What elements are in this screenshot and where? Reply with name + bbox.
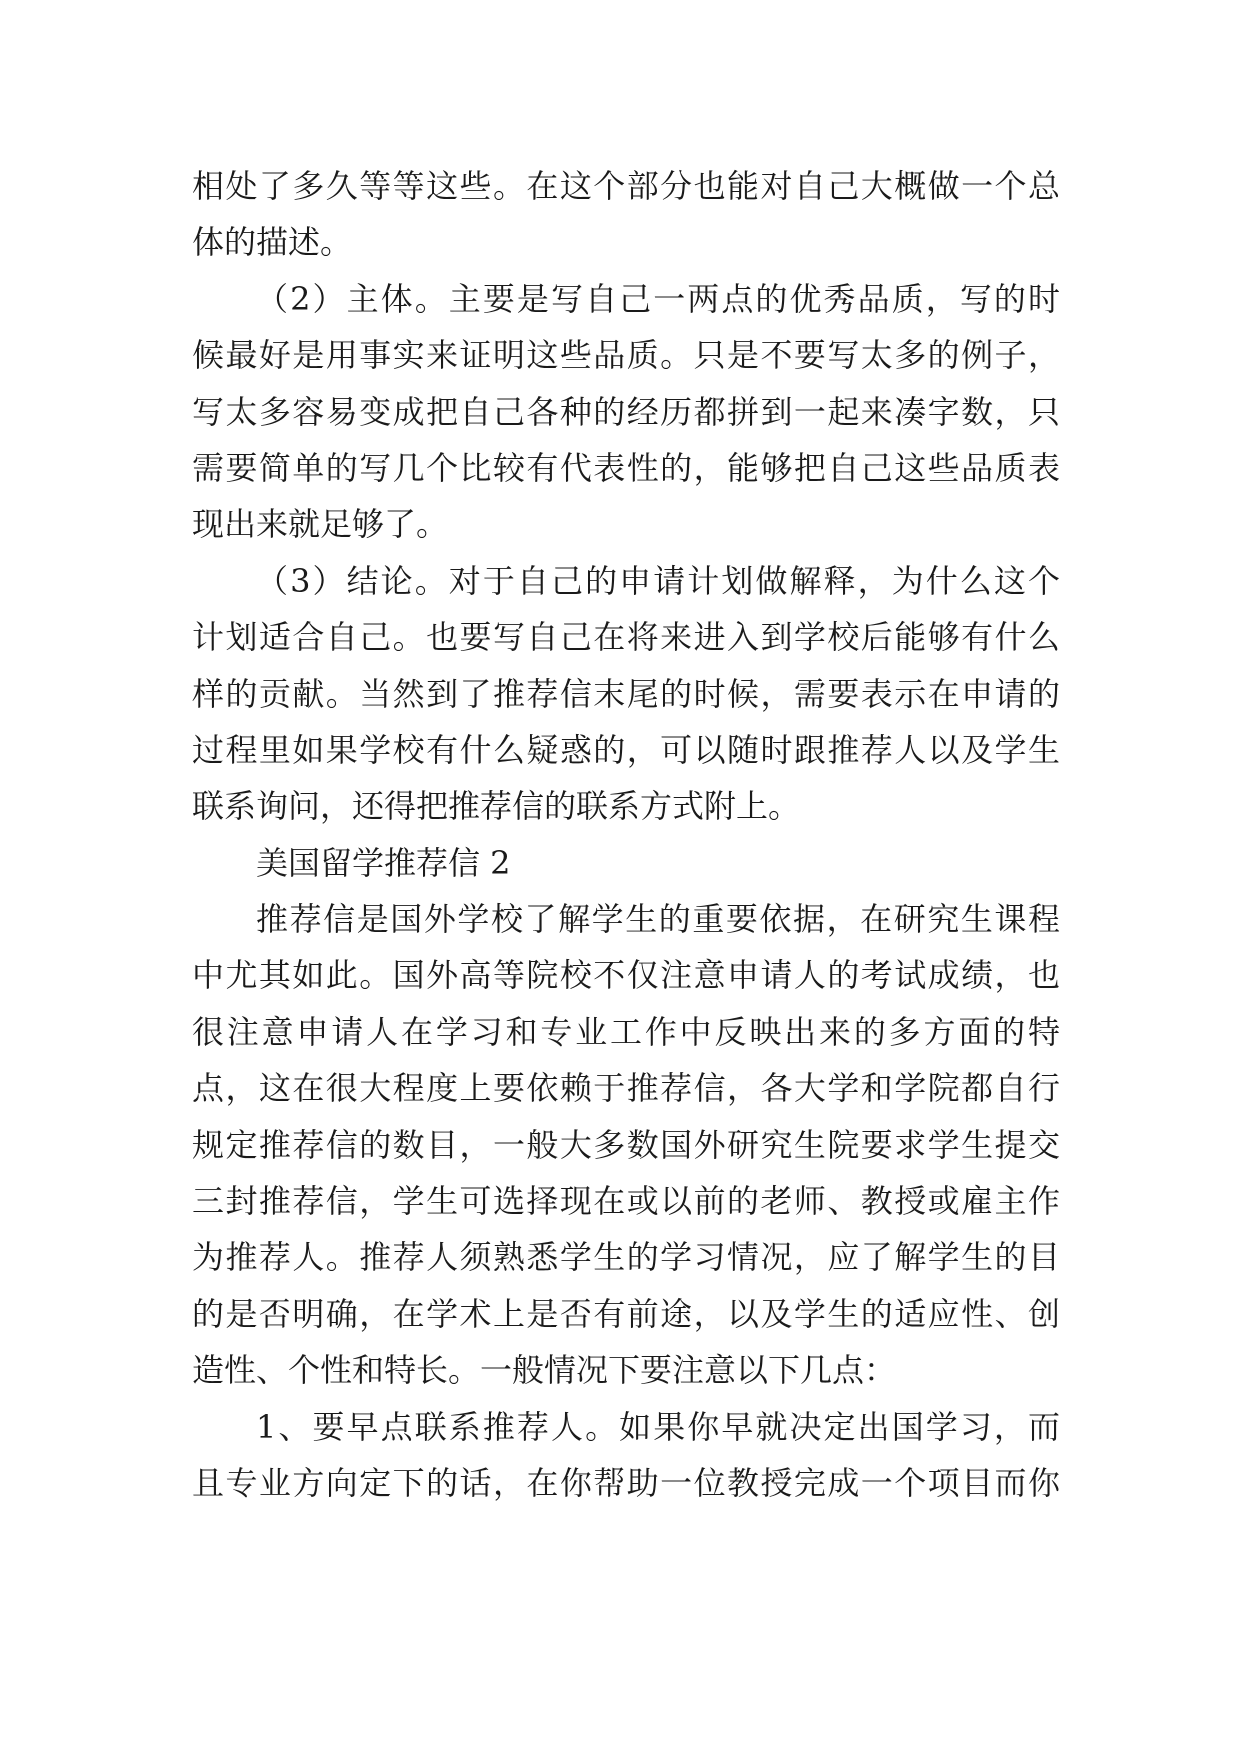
text-line: 写太多容易变成把自己各种的经历都拼到一起来凑字数，只	[192, 392, 1060, 431]
text-line: 现出来就足够了。	[192, 505, 449, 544]
text-line: 候最好是用事实来证明这些品质。只是不要写太多的例子，	[192, 336, 1060, 375]
text-line: 且专业方向定下的话，在你帮助一位教授完成一个项目而你	[192, 1463, 1060, 1502]
text-line: 三封推荐信，学生可选择现在或以前的老师、教授或雇主作	[192, 1182, 1060, 1221]
text-line: 为推荐人。推荐人须熟悉学生的学习情况，应了解学生的目	[192, 1238, 1060, 1277]
document-body	[192, 158, 1060, 1511]
paragraph-start-line: 1、要早点联系推荐人。如果你早就决定出国学习，而	[256, 1407, 1060, 1446]
text-line: 的是否明确，在学术上是否有前途，以及学生的适应性、创	[192, 1294, 1060, 1333]
text-line: 联系询问，还得把推荐信的联系方式附上。	[192, 787, 801, 826]
text-line: 相处了多久等等这些。在这个部分也能对自己大概做一个总	[192, 167, 1060, 205]
text-line: 点，这在很大程度上要依赖于推荐信，各大学和学院都自行	[192, 1069, 1060, 1108]
paragraph-start-line: 推荐信是国外学校了解学生的重要依据，在研究生课程	[256, 900, 1060, 939]
paragraph-start-line: （3）结论。对于自己的申请计划做解释，为什么这个	[256, 561, 1060, 600]
text-line: 规定推荐信的数目，一般大多数国外研究生院要求学生提交	[192, 1125, 1060, 1164]
text-line: 过程里如果学校有什么疑惑的，可以随时跟推荐人以及学生	[192, 730, 1060, 769]
text-line: 需要简单的写几个比较有代表性的，能够把自己这些品质表	[192, 448, 1060, 487]
text-line: 造性、个性和特长。一般情况下要注意以下几点：	[192, 1351, 897, 1390]
paragraph-start-line: （2）主体。主要是写自己一两点的优秀品质，写的时	[256, 279, 1060, 318]
text-line: 计划适合自己。也要写自己在将来进入到学校后能够有什么	[192, 618, 1060, 657]
section-heading: 美国留学推荐信 2	[256, 843, 511, 882]
text-line: 样的贡献。当然到了推荐信末尾的时候，需要表示在申请的	[192, 674, 1060, 713]
text-line: 体的描述。	[192, 223, 353, 262]
text-line: 中尤其如此。国外高等院校不仅注意申请人的考试成绩，也	[192, 956, 1060, 995]
text-line: 很注意申请人在学习和专业工作中反映出来的多方面的特	[192, 1012, 1060, 1051]
